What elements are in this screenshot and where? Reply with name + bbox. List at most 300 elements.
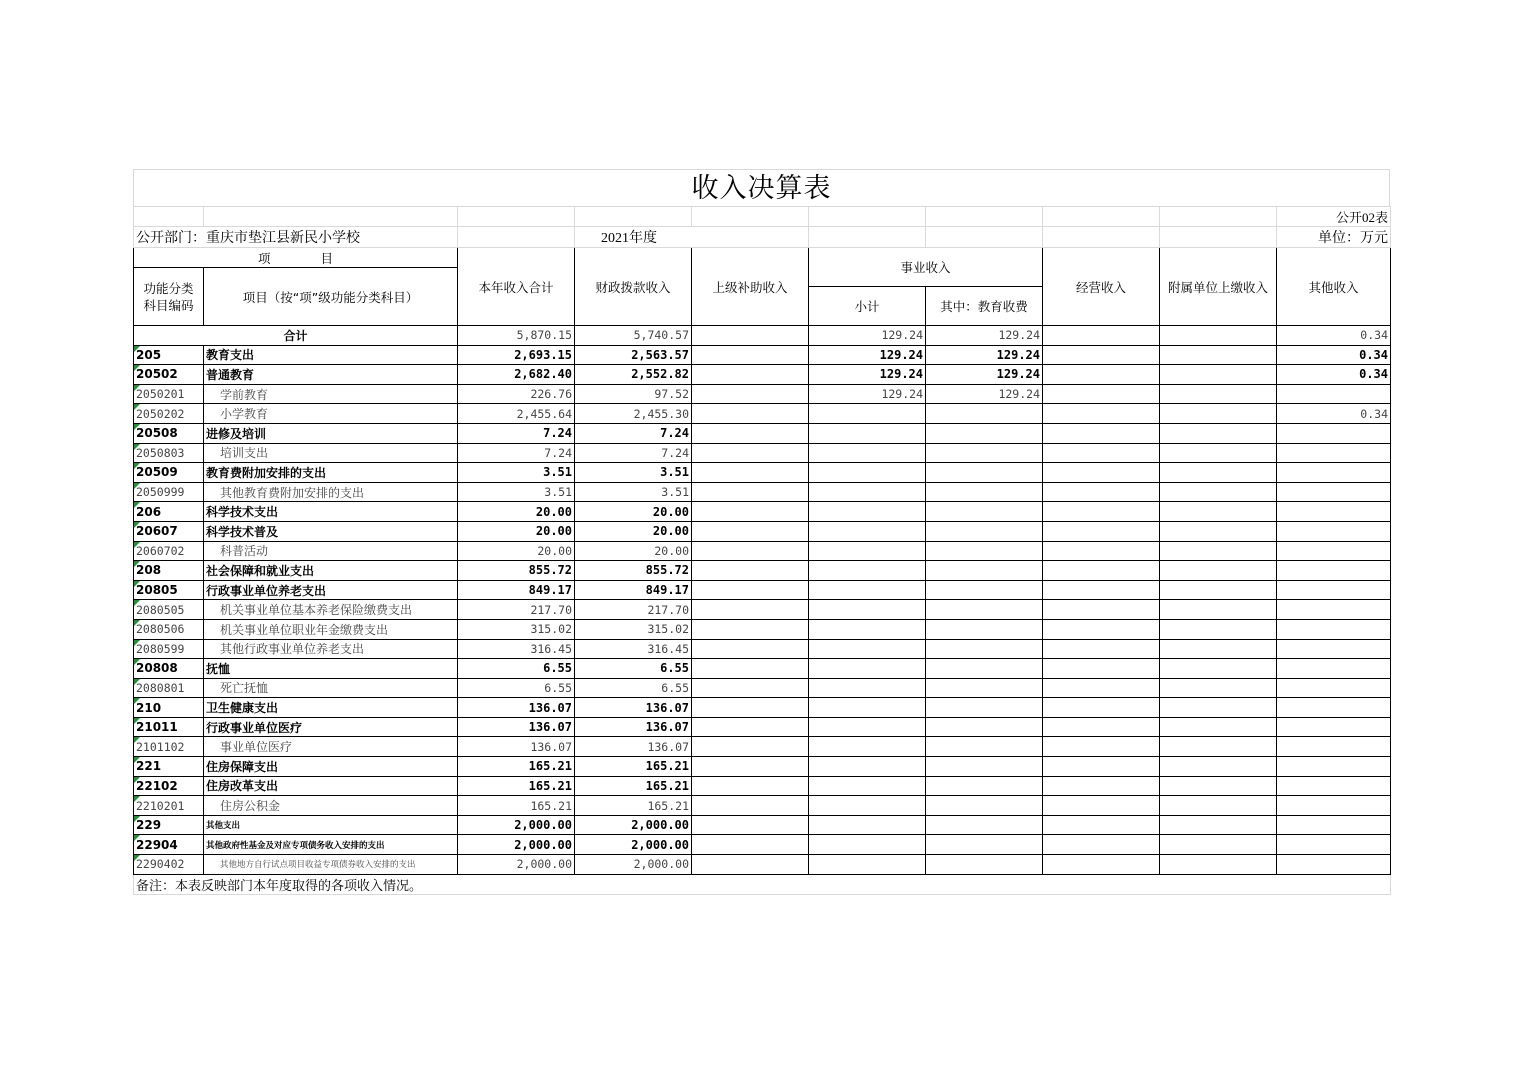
row-total: 2,000.00 xyxy=(458,835,575,855)
row-edu-fee xyxy=(926,521,1043,541)
table-row xyxy=(134,600,1391,620)
row-superior xyxy=(692,541,809,561)
row-affiliate xyxy=(1160,737,1277,757)
row-superior xyxy=(692,659,809,679)
row-edu-fee xyxy=(926,659,1043,679)
income-table xyxy=(133,206,1391,895)
row-total: 315.02 xyxy=(458,619,575,639)
row-other xyxy=(1277,443,1391,463)
table-row xyxy=(134,423,1391,443)
row-name: 培训支出 xyxy=(204,443,458,463)
row-superior xyxy=(692,855,809,875)
row-code: 22102 xyxy=(134,776,204,796)
row-superior xyxy=(692,678,809,698)
header-superior: 上级补助收入 xyxy=(692,248,809,326)
row-name: 住房改革支出 xyxy=(204,776,458,796)
row-name: 其他行政事业单位养老支出 xyxy=(204,639,458,659)
row-superior xyxy=(692,463,809,483)
row-affiliate xyxy=(1160,404,1277,424)
row-name: 其他教育费附加安排的支出 xyxy=(204,482,458,502)
row-code: 210 xyxy=(134,698,204,718)
row-code: 229 xyxy=(134,815,204,835)
table-row xyxy=(134,443,1391,463)
row-code: 2080506 xyxy=(134,619,204,639)
row-code: 20502 xyxy=(134,365,204,385)
row-code: 2080505 xyxy=(134,600,204,620)
row-subtotal xyxy=(809,404,926,424)
row-total: 7.24 xyxy=(458,443,575,463)
row-superior xyxy=(692,443,809,463)
row-subtotal xyxy=(809,423,926,443)
header-item: 项 目 xyxy=(134,248,458,268)
row-subtotal xyxy=(809,757,926,777)
row-affiliate xyxy=(1160,678,1277,698)
row-subtotal: 129.24 xyxy=(809,384,926,404)
row-name: 其他支出 xyxy=(204,815,458,835)
form-code-row xyxy=(134,207,1391,227)
row-edu-fee xyxy=(926,482,1043,502)
row-code: 2050803 xyxy=(134,443,204,463)
row-other xyxy=(1277,600,1391,620)
row-total: 165.21 xyxy=(458,796,575,816)
row-code: 208 xyxy=(134,561,204,581)
row-code: 22904 xyxy=(134,835,204,855)
row-edu-fee xyxy=(926,835,1043,855)
row-operating xyxy=(1043,659,1160,679)
row-operating xyxy=(1043,619,1160,639)
row-total: 2,682.40 xyxy=(458,365,575,385)
header-name: 项目（按“项”级功能分类科目） xyxy=(204,268,458,326)
row-operating xyxy=(1043,384,1160,404)
table-row xyxy=(134,815,1391,835)
row-affiliate xyxy=(1160,502,1277,522)
row-operating xyxy=(1043,737,1160,757)
unit-label: 单位：万元 xyxy=(1277,227,1391,248)
row-affiliate xyxy=(1160,776,1277,796)
row-other xyxy=(1277,717,1391,737)
total-operating xyxy=(1043,326,1160,346)
row-superior xyxy=(692,384,809,404)
row-other xyxy=(1277,561,1391,581)
row-other xyxy=(1277,855,1391,875)
row-code: 2210201 xyxy=(134,796,204,816)
row-name: 抚恤 xyxy=(204,659,458,679)
row-operating xyxy=(1043,463,1160,483)
header-operating: 经营收入 xyxy=(1043,248,1160,326)
row-total: 6.55 xyxy=(458,678,575,698)
row-operating xyxy=(1043,698,1160,718)
meta-row xyxy=(134,227,1391,248)
row-superior xyxy=(692,600,809,620)
row-total: 136.07 xyxy=(458,717,575,737)
row-fiscal: 6.55 xyxy=(575,659,692,679)
row-name: 住房公积金 xyxy=(204,796,458,816)
row-name: 科学技术普及 xyxy=(204,521,458,541)
header-code: 功能分类 科目编码 xyxy=(134,268,204,326)
row-fiscal: 849.17 xyxy=(575,580,692,600)
row-code: 20508 xyxy=(134,423,204,443)
row-operating xyxy=(1043,855,1160,875)
row-total: 165.21 xyxy=(458,757,575,777)
table-row xyxy=(134,384,1391,404)
row-total: 20.00 xyxy=(458,502,575,522)
row-fiscal: 2,455.30 xyxy=(575,404,692,424)
row-edu-fee xyxy=(926,757,1043,777)
row-edu-fee xyxy=(926,717,1043,737)
row-affiliate xyxy=(1160,835,1277,855)
header-row-1 xyxy=(134,248,1391,268)
row-edu-fee xyxy=(926,541,1043,561)
row-other xyxy=(1277,580,1391,600)
row-operating xyxy=(1043,423,1160,443)
row-operating xyxy=(1043,521,1160,541)
row-code: 221 xyxy=(134,757,204,777)
row-affiliate xyxy=(1160,757,1277,777)
table-row xyxy=(134,835,1391,855)
row-edu-fee xyxy=(926,404,1043,424)
header-affiliate: 附属单位上缴收入 xyxy=(1160,248,1277,326)
row-fiscal: 315.02 xyxy=(575,619,692,639)
table-row xyxy=(134,561,1391,581)
table-row xyxy=(134,678,1391,698)
row-other xyxy=(1277,541,1391,561)
row-subtotal xyxy=(809,698,926,718)
row-total: 6.55 xyxy=(458,659,575,679)
table-row xyxy=(134,855,1391,875)
row-other: 0.34 xyxy=(1277,404,1391,424)
form-code: 公开02表 xyxy=(1277,207,1391,227)
row-other xyxy=(1277,639,1391,659)
row-operating xyxy=(1043,502,1160,522)
row-name: 社会保障和就业支出 xyxy=(204,561,458,581)
row-total: 2,000.00 xyxy=(458,815,575,835)
row-total: 3.51 xyxy=(458,463,575,483)
row-superior xyxy=(692,835,809,855)
row-fiscal: 136.07 xyxy=(575,698,692,718)
row-superior xyxy=(692,698,809,718)
row-name: 住房保障支出 xyxy=(204,757,458,777)
row-edu-fee xyxy=(926,502,1043,522)
row-other xyxy=(1277,463,1391,483)
row-code: 2080801 xyxy=(134,678,204,698)
row-superior xyxy=(692,639,809,659)
row-superior xyxy=(692,561,809,581)
row-operating xyxy=(1043,600,1160,620)
row-other xyxy=(1277,384,1391,404)
row-fiscal: 217.70 xyxy=(575,600,692,620)
row-edu-fee xyxy=(926,600,1043,620)
row-fiscal: 3.51 xyxy=(575,482,692,502)
row-affiliate xyxy=(1160,717,1277,737)
row-subtotal xyxy=(809,796,926,816)
row-superior xyxy=(692,737,809,757)
row-edu-fee xyxy=(926,619,1043,639)
row-subtotal xyxy=(809,482,926,502)
row-fiscal: 316.45 xyxy=(575,639,692,659)
row-name: 学前教育 xyxy=(204,384,458,404)
row-operating xyxy=(1043,717,1160,737)
row-superior xyxy=(692,404,809,424)
fiscal-year: 2021年度 xyxy=(575,227,809,248)
row-code: 2290402 xyxy=(134,855,204,875)
table-row xyxy=(134,521,1391,541)
row-superior xyxy=(692,717,809,737)
row-edu-fee xyxy=(926,737,1043,757)
row-subtotal xyxy=(809,639,926,659)
table-row xyxy=(134,463,1391,483)
row-other xyxy=(1277,619,1391,639)
row-name: 小学教育 xyxy=(204,404,458,424)
header-edu-fee: 其中：教育收费 xyxy=(926,287,1043,326)
row-edu-fee xyxy=(926,678,1043,698)
row-superior xyxy=(692,423,809,443)
row-subtotal xyxy=(809,463,926,483)
table-row xyxy=(134,580,1391,600)
row-superior xyxy=(692,776,809,796)
total-edu-fee: 129.24 xyxy=(926,326,1043,346)
total-label: 合计 xyxy=(134,326,458,346)
row-operating xyxy=(1043,541,1160,561)
row-code: 2060702 xyxy=(134,541,204,561)
row-other: 0.34 xyxy=(1277,365,1391,385)
row-edu-fee xyxy=(926,796,1043,816)
row-name: 死亡抚恤 xyxy=(204,678,458,698)
row-edu-fee xyxy=(926,698,1043,718)
row-superior xyxy=(692,365,809,385)
row-fiscal: 165.21 xyxy=(575,776,692,796)
row-operating xyxy=(1043,443,1160,463)
row-edu-fee xyxy=(926,776,1043,796)
header-total: 本年收入合计 xyxy=(458,248,575,326)
row-superior xyxy=(692,580,809,600)
row-superior xyxy=(692,482,809,502)
row-other xyxy=(1277,678,1391,698)
row-subtotal xyxy=(809,776,926,796)
row-fiscal: 7.24 xyxy=(575,443,692,463)
row-total: 2,455.64 xyxy=(458,404,575,424)
row-code: 2101102 xyxy=(134,737,204,757)
row-subtotal xyxy=(809,717,926,737)
row-total: 2,000.00 xyxy=(458,855,575,875)
income-final-accounts-sheet xyxy=(133,169,1390,895)
department-label: 公开部门：重庆市垫江县新民小学校 xyxy=(134,227,458,248)
table-row xyxy=(134,659,1391,679)
row-operating xyxy=(1043,639,1160,659)
row-fiscal: 97.52 xyxy=(575,384,692,404)
row-fiscal: 136.07 xyxy=(575,737,692,757)
row-affiliate xyxy=(1160,855,1277,875)
row-affiliate xyxy=(1160,619,1277,639)
row-code: 21011 xyxy=(134,717,204,737)
header-career: 事业收入 xyxy=(809,248,1043,287)
row-total: 20.00 xyxy=(458,541,575,561)
row-operating xyxy=(1043,482,1160,502)
row-operating xyxy=(1043,796,1160,816)
table-row xyxy=(134,502,1391,522)
row-fiscal: 20.00 xyxy=(575,502,692,522)
row-affiliate xyxy=(1160,600,1277,620)
row-name: 机关事业单位职业年金缴费支出 xyxy=(204,619,458,639)
row-affiliate xyxy=(1160,796,1277,816)
row-total: 2,693.15 xyxy=(458,345,575,365)
row-other xyxy=(1277,815,1391,835)
row-operating xyxy=(1043,835,1160,855)
row-fiscal: 2,552.82 xyxy=(575,365,692,385)
row-fiscal: 2,000.00 xyxy=(575,815,692,835)
total-subtotal: 129.24 xyxy=(809,326,926,346)
table-note: 备注：本表反映部门本年度取得的各项收入情况。 xyxy=(134,874,1391,894)
row-total: 849.17 xyxy=(458,580,575,600)
row-affiliate xyxy=(1160,580,1277,600)
total-total: 5,870.15 xyxy=(458,326,575,346)
row-affiliate xyxy=(1160,698,1277,718)
row-code: 2050202 xyxy=(134,404,204,424)
row-operating xyxy=(1043,815,1160,835)
row-subtotal xyxy=(809,855,926,875)
row-code: 20607 xyxy=(134,521,204,541)
row-affiliate xyxy=(1160,659,1277,679)
row-edu-fee: 129.24 xyxy=(926,345,1043,365)
row-code: 20509 xyxy=(134,463,204,483)
row-affiliate xyxy=(1160,423,1277,443)
total-row xyxy=(134,326,1391,346)
row-fiscal: 2,000.00 xyxy=(575,835,692,855)
row-operating xyxy=(1043,776,1160,796)
row-affiliate xyxy=(1160,639,1277,659)
row-total: 855.72 xyxy=(458,561,575,581)
table-row xyxy=(134,698,1391,718)
row-subtotal xyxy=(809,521,926,541)
row-other xyxy=(1277,757,1391,777)
row-superior xyxy=(692,796,809,816)
row-operating xyxy=(1043,678,1160,698)
row-affiliate xyxy=(1160,384,1277,404)
row-edu-fee xyxy=(926,855,1043,875)
row-affiliate xyxy=(1160,345,1277,365)
row-fiscal: 855.72 xyxy=(575,561,692,581)
row-other xyxy=(1277,521,1391,541)
row-fiscal: 6.55 xyxy=(575,678,692,698)
row-affiliate xyxy=(1160,561,1277,581)
row-code: 2080599 xyxy=(134,639,204,659)
row-affiliate xyxy=(1160,463,1277,483)
row-other xyxy=(1277,659,1391,679)
row-edu-fee xyxy=(926,561,1043,581)
row-affiliate xyxy=(1160,541,1277,561)
header-other: 其他收入 xyxy=(1277,248,1391,326)
row-total: 165.21 xyxy=(458,776,575,796)
row-code: 2050201 xyxy=(134,384,204,404)
row-superior xyxy=(692,521,809,541)
row-edu-fee xyxy=(926,463,1043,483)
row-edu-fee xyxy=(926,639,1043,659)
row-operating xyxy=(1043,404,1160,424)
row-superior xyxy=(692,502,809,522)
total-affiliate xyxy=(1160,326,1277,346)
row-name: 其他地方自行试点项目收益专项债券收入安排的支出 xyxy=(204,855,458,875)
header-subtotal: 小计 xyxy=(809,287,926,326)
row-edu-fee xyxy=(926,815,1043,835)
table-row xyxy=(134,365,1391,385)
row-subtotal xyxy=(809,502,926,522)
row-fiscal: 165.21 xyxy=(575,757,692,777)
row-subtotal: 129.24 xyxy=(809,365,926,385)
row-affiliate xyxy=(1160,365,1277,385)
row-code: 205 xyxy=(134,345,204,365)
row-fiscal: 165.21 xyxy=(575,796,692,816)
row-operating xyxy=(1043,580,1160,600)
row-superior xyxy=(692,757,809,777)
table-row xyxy=(134,345,1391,365)
row-code: 20808 xyxy=(134,659,204,679)
row-fiscal: 20.00 xyxy=(575,541,692,561)
row-name: 卫生健康支出 xyxy=(204,698,458,718)
row-total: 3.51 xyxy=(458,482,575,502)
row-name: 其他政府性基金及对应专项债务收入安排的支出 xyxy=(204,835,458,855)
row-code: 2050999 xyxy=(134,482,204,502)
row-affiliate xyxy=(1160,815,1277,835)
table-row xyxy=(134,639,1391,659)
row-total: 136.07 xyxy=(458,737,575,757)
table-row xyxy=(134,404,1391,424)
row-edu-fee xyxy=(926,443,1043,463)
table-row xyxy=(134,757,1391,777)
row-total: 136.07 xyxy=(458,698,575,718)
row-total: 217.70 xyxy=(458,600,575,620)
row-other xyxy=(1277,423,1391,443)
row-subtotal xyxy=(809,561,926,581)
table-body xyxy=(134,326,1391,875)
row-subtotal xyxy=(809,541,926,561)
row-subtotal xyxy=(809,619,926,639)
row-other xyxy=(1277,776,1391,796)
row-subtotal xyxy=(809,678,926,698)
row-other xyxy=(1277,502,1391,522)
row-edu-fee xyxy=(926,580,1043,600)
row-superior xyxy=(692,619,809,639)
row-name: 教育支出 xyxy=(204,345,458,365)
row-code: 20805 xyxy=(134,580,204,600)
table-row xyxy=(134,717,1391,737)
row-operating xyxy=(1043,561,1160,581)
row-total: 7.24 xyxy=(458,423,575,443)
row-code: 206 xyxy=(134,502,204,522)
row-other xyxy=(1277,737,1391,757)
row-name: 事业单位医疗 xyxy=(204,737,458,757)
row-name: 科普活动 xyxy=(204,541,458,561)
table-row xyxy=(134,737,1391,757)
row-subtotal xyxy=(809,659,926,679)
row-other xyxy=(1277,835,1391,855)
table-row xyxy=(134,541,1391,561)
row-operating xyxy=(1043,365,1160,385)
row-operating xyxy=(1043,757,1160,777)
row-total: 316.45 xyxy=(458,639,575,659)
row-fiscal: 136.07 xyxy=(575,717,692,737)
row-total: 226.76 xyxy=(458,384,575,404)
sheet-title: 收入决算表 xyxy=(133,169,1390,206)
row-affiliate xyxy=(1160,482,1277,502)
row-subtotal xyxy=(809,815,926,835)
row-name: 行政事业单位医疗 xyxy=(204,717,458,737)
row-name: 普通教育 xyxy=(204,365,458,385)
row-other: 0.34 xyxy=(1277,345,1391,365)
row-other xyxy=(1277,698,1391,718)
row-other xyxy=(1277,482,1391,502)
total-other: 0.34 xyxy=(1277,326,1391,346)
row-name: 机关事业单位基本养老保险缴费支出 xyxy=(204,600,458,620)
row-name: 教育费附加安排的支出 xyxy=(204,463,458,483)
